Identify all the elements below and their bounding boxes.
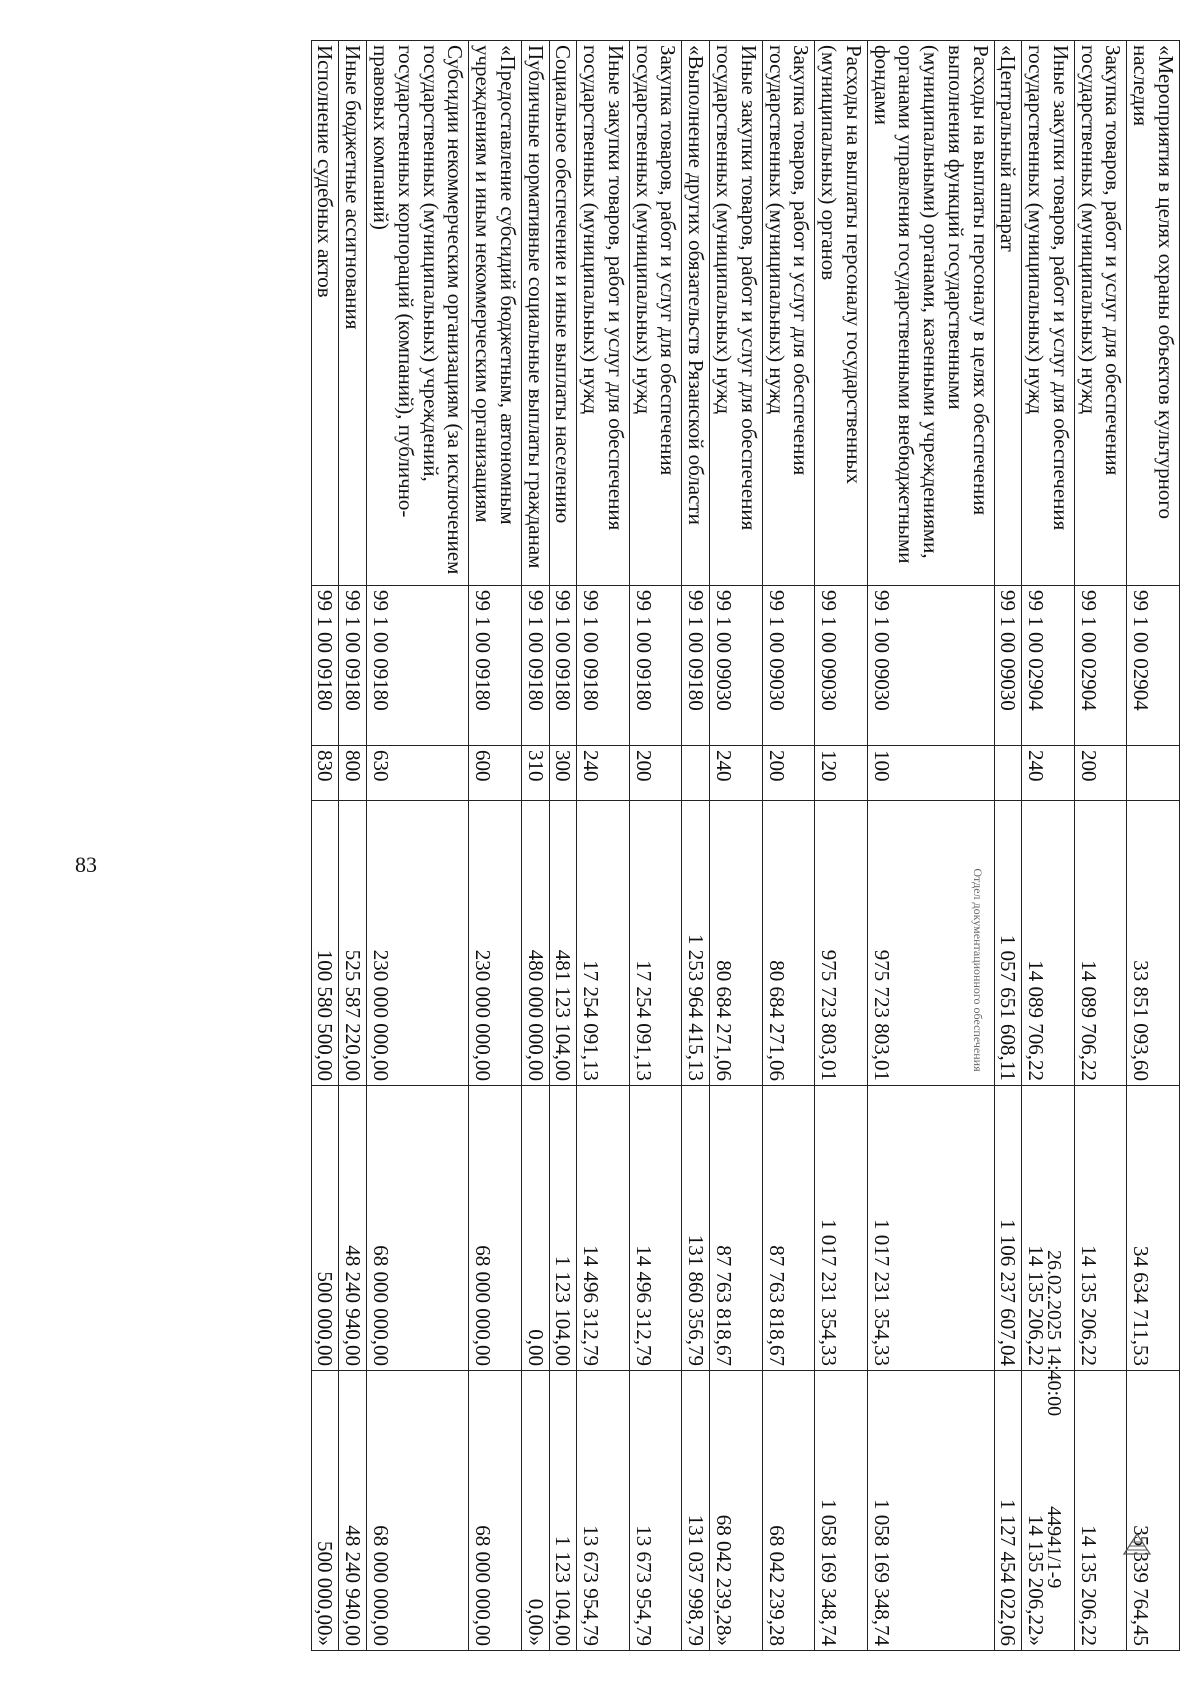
department-stamp: Отдел документационного обеспечения <box>971 868 985 1072</box>
row-sum-2025-cell: 525 587 220,00 <box>339 801 367 1086</box>
row-sum-2025-cell: 230 000 000,00 <box>367 801 469 1086</box>
row-csr-code-cell: 99 1 00 09180 <box>577 586 630 746</box>
table-row <box>549 41 577 1651</box>
row-sum-2027-cell: 1 058 169 348,74 <box>867 1371 994 1651</box>
table-row <box>815 41 868 1651</box>
table-row <box>311 41 339 1651</box>
row-csr-code-cell: 99 1 00 09180 <box>311 586 339 746</box>
row-vr-code-cell: 300 <box>549 746 577 801</box>
row-name-cell: Субсидии некоммерческим организациям (за исключением государственных (муниципальных) учреждений, государственных корпораций (компаний), публично-правовых компаний) <box>367 41 469 586</box>
row-sum-2026-cell: 500 000,00 <box>311 1086 339 1371</box>
seal-logo-icon <box>1120 1530 1154 1561</box>
row-vr-code-cell: 830 <box>311 746 339 801</box>
row-vr-code-cell: 240 <box>577 746 630 801</box>
row-sum-2025-cell: 14 089 706,22 <box>1022 801 1075 1086</box>
row-sum-2027-cell: 68 042 239,28 <box>762 1371 815 1651</box>
row-sum-2026-cell: 68 000 000,00 <box>367 1086 469 1371</box>
row-sum-2026-cell: 1 017 231 354,33 <box>867 1086 994 1371</box>
table-row <box>1074 41 1127 1651</box>
row-name-cell: Иные закупки товаров, работ и услуг для обеспечения государственных (муниципальных) нужд <box>1022 41 1075 586</box>
row-name-cell: Исполнение судебных актов <box>311 41 339 586</box>
row-name-cell: «Мероприятия в целях охраны объектов культурного наследия <box>1127 41 1180 586</box>
row-sum-2026-cell: 14 135 206,22 <box>1074 1086 1127 1371</box>
footer-datetime: 26.02.2025 14:40:00 <box>1043 1250 1065 1417</box>
row-vr-code-cell: 200 <box>1074 746 1127 801</box>
row-name-cell: Иные закупки товаров, работ и услуг для обеспечения государственных (муниципальных) нужд <box>710 41 763 586</box>
row-sum-2026-cell: 87 763 818,67 <box>710 1086 763 1371</box>
row-csr-code-cell: 99 1 00 09030 <box>867 586 994 746</box>
row-name-cell: Закупка товаров, работ и услуг для обеспечения государственных (муниципальных) нужд <box>1074 41 1127 586</box>
row-sum-2026-cell: 48 240 940,00 <box>339 1086 367 1371</box>
row-csr-code-cell: 99 1 00 02904 <box>1127 586 1180 746</box>
row-name-cell: Расходы на выплаты персоналу государственных (муниципальных) органов <box>815 41 868 586</box>
row-sum-2026-cell: 1 106 237 607,04 <box>994 1086 1022 1371</box>
row-name-cell: Иные бюджетные ассигнования <box>339 41 367 586</box>
row-sum-2026-cell: 87 763 818,67 <box>762 1086 815 1371</box>
row-sum-2025-cell: 480 000 000,00 <box>521 801 549 1086</box>
row-csr-code-cell: 99 1 00 09180 <box>469 586 522 746</box>
row-name-cell: Иные закупки товаров, работ и услуг для обеспечения государственных (муниципальных) нужд <box>577 41 630 586</box>
row-sum-2026-cell: 131 860 356,79 <box>682 1086 710 1371</box>
table-row <box>1127 41 1180 1651</box>
row-csr-code-cell: 99 1 00 02904 <box>1022 586 1075 746</box>
table-row <box>762 41 815 1651</box>
row-name-cell: Расходы на выплаты персоналу в целях обеспечения выполнения функций государственными (муниципальными) органами, казенными учреждениями, органами управления государственными внебюджетными фондами <box>867 41 994 586</box>
row-name-cell: Социальное обеспечение и иные выплаты населению <box>549 41 577 586</box>
row-name-cell: «Предоставление субсидий бюджетным, автономным учреждениям и иным некоммерческим организациям <box>469 41 522 586</box>
row-vr-code-cell <box>1127 746 1180 801</box>
row-sum-2025-cell: 100 580 500,00 <box>311 801 339 1086</box>
row-sum-2026-cell: 68 000 000,00 <box>469 1086 522 1371</box>
row-sum-2026-cell: 1 017 231 354,33 <box>815 1086 868 1371</box>
row-sum-2027-cell: 68 000 000,00 <box>469 1371 522 1651</box>
row-vr-code-cell: 240 <box>1022 746 1075 801</box>
table-row <box>521 41 549 1651</box>
table-row <box>710 41 763 1651</box>
row-sum-2025-cell: 80 684 271,06 <box>762 801 815 1086</box>
row-name-cell: Закупка товаров, работ и услуг для обеспечения государственных (муниципальных) нужд <box>762 41 815 586</box>
row-csr-code-cell: 99 1 00 09180 <box>682 586 710 746</box>
row-vr-code-cell: 200 <box>762 746 815 801</box>
row-name-cell: Закупка товаров, работ и услуг для обеспечения государственных (муниципальных) нужд <box>629 41 682 586</box>
row-sum-2025-cell: 230 000 000,00 <box>469 801 522 1086</box>
table-row <box>629 41 682 1651</box>
row-sum-2027-cell: 14 135 206,22 <box>1074 1371 1127 1651</box>
row-csr-code-cell: 99 1 00 09180 <box>367 586 469 746</box>
footer-doc-id: 44941/1-9 <box>1043 1506 1065 1589</box>
table-row <box>469 41 522 1651</box>
row-name-cell: Публичные нормативные социальные выплаты гражданам <box>521 41 549 586</box>
row-vr-code-cell: 120 <box>815 746 868 801</box>
row-vr-code-cell <box>994 746 1022 801</box>
row-sum-2027-cell: 13 673 954,79 <box>577 1371 630 1651</box>
row-csr-code-cell: 99 1 00 09030 <box>994 586 1022 746</box>
row-csr-code-cell: 99 1 00 09030 <box>762 586 815 746</box>
page-number: 83 <box>75 852 97 877</box>
row-sum-2026-cell: 0,00 <box>521 1086 549 1371</box>
row-vr-code-cell: 800 <box>339 746 367 801</box>
rotated-table-wrapper <box>160 40 1180 1650</box>
row-sum-2027-cell: 14 135 206,22» <box>1022 1371 1075 1651</box>
row-name-cell: «Центральный аппарат <box>994 41 1022 586</box>
row-name-cell: «Выполнение других обязательств Рязанской области <box>682 41 710 586</box>
row-vr-code-cell: 310 <box>521 746 549 801</box>
row-vr-code-cell: 100 <box>867 746 994 801</box>
row-csr-code-cell: 99 1 00 09180 <box>549 586 577 746</box>
row-csr-code-cell: 99 1 00 09180 <box>339 586 367 746</box>
row-sum-2025-cell: 33 851 093,60 <box>1127 801 1180 1086</box>
row-csr-code-cell: 99 1 00 09030 <box>710 586 763 746</box>
row-vr-code-cell: 240 <box>710 746 763 801</box>
table-row <box>367 41 469 1651</box>
document-footer <box>1042 1250 1065 1588</box>
table-row <box>994 41 1022 1651</box>
row-csr-code-cell: 99 1 00 09030 <box>815 586 868 746</box>
row-sum-2025-cell: 80 684 271,06 <box>710 801 763 1086</box>
row-sum-2027-cell: 1 127 454 022,06 <box>994 1371 1022 1651</box>
row-sum-2025-cell: 975 723 803,01 <box>867 801 994 1086</box>
row-sum-2026-cell: 14 135 206,22 <box>1022 1086 1075 1371</box>
row-sum-2025-cell: 1 057 651 608,11 <box>994 801 1022 1086</box>
row-sum-2025-cell: 17 254 091,13 <box>577 801 630 1086</box>
table-row <box>682 41 710 1651</box>
row-sum-2025-cell: 17 254 091,13 <box>629 801 682 1086</box>
row-csr-code-cell: 99 1 00 09180 <box>521 586 549 746</box>
row-sum-2026-cell: 34 634 711,53 <box>1127 1086 1180 1371</box>
row-vr-code-cell: 600 <box>469 746 522 801</box>
table-row <box>339 41 367 1651</box>
row-sum-2027-cell: 1 123 104,00 <box>549 1371 577 1651</box>
row-sum-2027-cell: 13 673 954,79 <box>629 1371 682 1651</box>
row-sum-2025-cell: 1 253 964 415,13 <box>682 801 710 1086</box>
row-csr-code-cell: 99 1 00 09180 <box>629 586 682 746</box>
row-vr-code-cell: 630 <box>367 746 469 801</box>
row-sum-2025-cell: 975 723 803,01 <box>815 801 868 1086</box>
row-csr-code-cell: 99 1 00 02904 <box>1074 586 1127 746</box>
row-sum-2027-cell: 68 042 239,28» <box>710 1371 763 1651</box>
row-sum-2027-cell: 1 058 169 348,74 <box>815 1371 868 1651</box>
row-sum-2026-cell: 14 496 312,79 <box>629 1086 682 1371</box>
row-sum-2027-cell: 0,00» <box>521 1371 549 1651</box>
row-sum-2027-cell: 500 000,00» <box>311 1371 339 1651</box>
row-sum-2025-cell: 14 089 706,22 <box>1074 801 1127 1086</box>
row-sum-2027-cell: 131 037 998,79 <box>682 1371 710 1651</box>
row-sum-2025-cell: 481 123 104,00 <box>549 801 577 1086</box>
row-sum-2027-cell: 35 339 764,45 <box>1127 1371 1180 1651</box>
row-sum-2027-cell: 48 240 940,00 <box>339 1371 367 1651</box>
row-sum-2026-cell: 1 123 104,00 <box>549 1086 577 1371</box>
row-sum-2026-cell: 14 496 312,79 <box>577 1086 630 1371</box>
row-vr-code-cell <box>682 746 710 801</box>
row-vr-code-cell: 200 <box>629 746 682 801</box>
row-sum-2027-cell: 68 000 000,00 <box>367 1371 469 1651</box>
table-row <box>577 41 630 1651</box>
